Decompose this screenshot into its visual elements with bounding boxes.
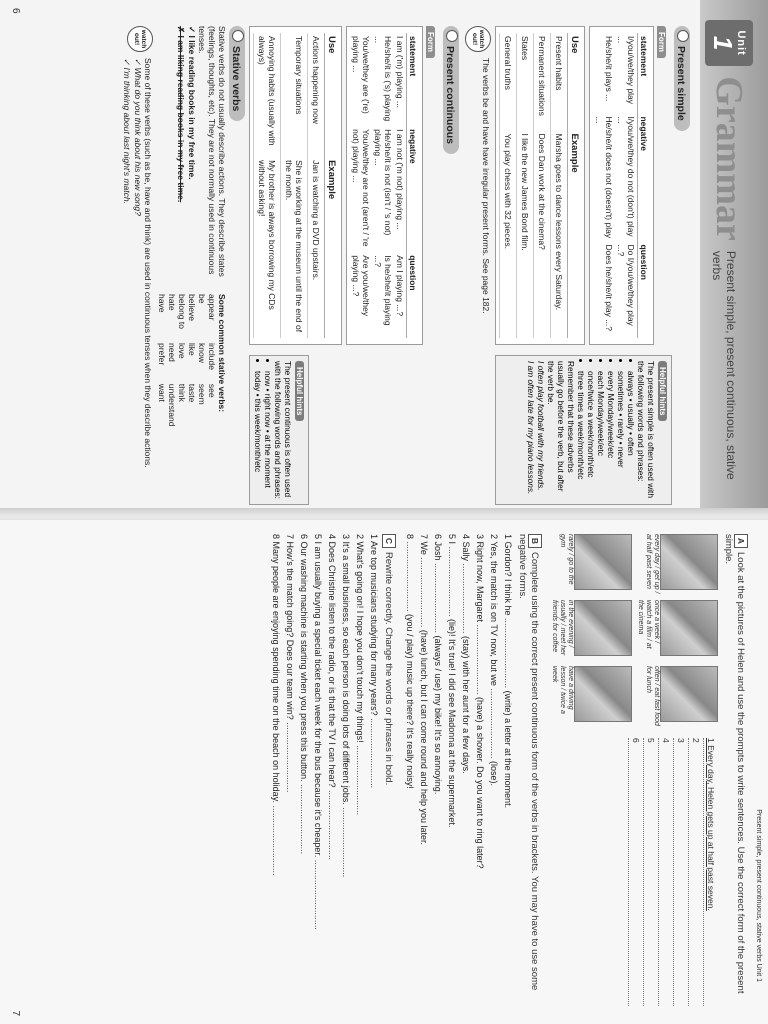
table-row: He/she/it plays ... He/she/it does not (doesn't) play ... Does he/she/it play ...? (594, 36, 614, 332)
table-row: General truths You play chess with 32 pieces. (500, 33, 517, 338)
list-item: 7 We ............................ (have) lunch, but I can come round and help you later. (419, 534, 429, 845)
table-row: Actions happening now Jan is watching a DVD upstairs. (308, 33, 325, 338)
list-item: 5 I am usually buying a special ticket each week for the bus because it's cheaper. ............................ (313, 534, 323, 930)
picture-helen-1 (660, 534, 718, 590)
exercise-b-items (404, 534, 514, 1006)
picture-helen-2 (660, 600, 718, 656)
page-title: Grammar (708, 76, 750, 241)
answer-line[interactable]: 3 (673, 738, 686, 1006)
exercise-b-instruction: BComplete using the correct present continuous form of the verbs in brackets. You may have to use some negative forms. (517, 534, 540, 991)
unit-label: Unit (735, 30, 747, 56)
list-item: 4 Does Christine listen to the radio, or is that the TV I can hear? ............................ (327, 534, 337, 860)
form-tab: Form (657, 26, 666, 58)
present-continuous-title: Present continuous (443, 26, 459, 154)
present-simple-title: Present simple (674, 26, 690, 131)
table-row: I am ('m) playing ... I am not ('m not) playing ... Am I playing ...? (395, 36, 405, 317)
unit-badge (705, 20, 753, 66)
exercise-c-items (270, 534, 380, 1006)
table-row: He/she/it is ('s) playing ... He/she/it is not (isn't / 's not) playing ... Is he/she/it playing ...? (373, 36, 393, 326)
answer-line[interactable]: 4 (658, 738, 671, 1006)
list-item: 1 Gordon? I think he ............................ (write) a letter at the moment. (503, 534, 513, 809)
list-item: 8 ............................ (you / play) music up there? It's really noisy! (405, 534, 415, 789)
unit-header (700, 0, 768, 515)
answer-line[interactable]: 1 Every day, Helen gets up at half past seven. (703, 738, 716, 1006)
table-row: States I like the new James Bond film. (517, 33, 534, 338)
exercise-c-instruction: CRewrite correctly. Change the words or phrases in bold. (382, 534, 396, 1006)
page-subtitle: Present simple, present continuous, stative verbs (710, 250, 738, 480)
list-item: 7 How's the match going? Does our team win? ............................ (285, 534, 295, 793)
present-simple-form-table: statement negative question I/you/we/they play ... I/you/we/they do not (don't) play ... Do I/you/we/they play ...? He/she/it plays ... He/she/it does not (doesn't) play ... Does he/she/it play ...? (589, 26, 654, 345)
stative-verb-list: appear be believe belong to hate have include know like love need prefer see seem taste think understand want (157, 294, 217, 427)
present-simple-use-table: Use Example Present habits Marsha goes to dance lessons every Saturday. Permanent situations Does Dan work at the cinema? States I like the new James Bond film. General truths You play chess with 32 pieces. (495, 26, 585, 345)
answer-line[interactable]: 2 (688, 738, 701, 1006)
picture-helen-3 (660, 666, 718, 722)
unit-number: 1 (708, 35, 738, 51)
present-continuous-hints: Helpful hints The present continuous is often used with the following words and phrases: • now • right now • at the moment • today • this week/month/etc (249, 355, 309, 505)
list-item: 2 Yes, the match is on TV now, but we ............................ (lose). (489, 534, 499, 786)
stative-verbs-section: Stative verbs do not usually describe actions. They describe states (feelings, thoughts, etc). They are not normally used in continuous tenses. ✓ I like reading books in my free time. ✗ I am liking reading books in my free time. Some common stative verbs: appear be believe belong to hate have include know like love need prefer see seem taste think understand want (157, 26, 227, 505)
list-item: 5 I ............................ (lie)! It's true! I did see Madonna at the supermarket. (447, 534, 457, 828)
picture-helen-5 (574, 600, 632, 656)
table-row: Temporary situations She is working at the museum until the end of the month. (281, 33, 308, 338)
table-row: You/we/they are ('re) playing ... You/we/they are not (aren't / 're not) playing ... Are you/we/they playing ...? (351, 36, 371, 317)
stative-verbs-title: Stative verbs (229, 26, 245, 121)
watch-out-note: watch out! The verbs be and have have irregular present forms. See page 182. (465, 26, 491, 505)
answer-line[interactable]: 6 (628, 738, 641, 1006)
page-number: 6 (10, 8, 21, 14)
picture-helen-6 (574, 666, 632, 722)
form-tab: Form (426, 26, 435, 58)
list-item: 1 Are top musicians studying for many years? ............................ (369, 534, 379, 789)
list-item: 3 It's a small business, so each person is doing lots of different jobs. ............................ (341, 534, 351, 878)
exercise-a-instruction: ALook at the pictures of Helen and use the prompts to write sentences. Use the correct form of the present simple. (723, 534, 746, 994)
table-row: I/you/we/they play ... I/you/we/they do not (don't) play ... Do I/you/we/they play ...? (616, 36, 636, 326)
list-item: 3 Right now, Margaret ............................ (have) a shower. Do you want to ring later? (475, 534, 485, 869)
list-item: 4 Sally ............................ (stay) with her aunt for a few days. (461, 534, 471, 774)
list-item: 2 What's going on! I hope you don't touch my things! ............................ (355, 534, 365, 816)
table-row: Present habits Marsha goes to dance lessons every Saturday. (551, 33, 568, 338)
picture-helen-4 (574, 534, 632, 590)
bullet-circle-icon (232, 30, 244, 42)
bullet-circle-icon (677, 30, 689, 42)
running-head: Present simple, present continuous, stative verbs Unit 1 (755, 809, 762, 982)
exercise-a-content: every day / get up / at half past seven once a week / watch a film / at the cinema often / eat fast food for lunch rarely / go to the gym in the evening / usually / meet her friends for coffee have a driving lesson / twice a week 1 Every day, Helen gets up at half past seven. 2 3 4 5 6 (550, 534, 718, 1006)
right-page (0, 520, 768, 1024)
watch-out-note: watch out! Some of these verbs (such as be, have and think) are used in continuous tenses when they describe actions. ✓ What do you think about his new song? ✓ I'm thinking about last night's match. (121, 26, 153, 505)
list-item: 6 Our washing machine is starting when you press this button. ............................ (299, 534, 309, 855)
answer-line[interactable]: 5 (643, 738, 656, 1006)
present-continuous-form-table: statement negative question I am ('m) playing ... I am not ('m not) playing ... Am I playing ...? He/she/it is ('s) playing ... He/she/it is not (isn't / 's not) playing ... Is he/she/it playing ...? You/we/they are ('re) playing ... You/we/they are not (aren't / 're not) playing ... Are you/we/they playing ...? (346, 26, 423, 345)
list-item: 6 Josh ............................ (always / use) my bike! It's so annoying. (433, 534, 443, 795)
table-row: Permanent situations Does Dan work at the cinema? (534, 33, 551, 338)
watch-out-icon: watch out! (465, 26, 491, 52)
list-item: 8 Many people are enjoying spending time on the beach on holiday. ............................ (271, 534, 281, 876)
present-continuous-use-table: Use Example Actions happening now Jan is watching a DVD upstairs. Temporary situations She is working at the museum until the end of the month. Annoying habits (usually with always) My brother is always borrowing my CDs without asking! (249, 26, 342, 345)
exercise-a-answer-lines (550, 732, 718, 1006)
watch-out-icon: watch out! (127, 26, 153, 52)
page-number: 7 (10, 1010, 21, 1016)
table-row: Annoying habits (usually with always) My brother is always borrowing my CDs without asking! (254, 33, 281, 338)
bullet-circle-icon (446, 30, 458, 42)
present-simple-hints: Helpful hints The present simple is often used with the following words and phrases: • always • usually • often • sometimes • rarely • never • every Monday/week/etc • each Monday/week/etc • once/twice a week/month/etc • three times a week/month/etc Remember that these adverbs usually go before the verb, but after the verb be. I often play football with my friends. I am often late for my piano lessons. (495, 355, 672, 505)
